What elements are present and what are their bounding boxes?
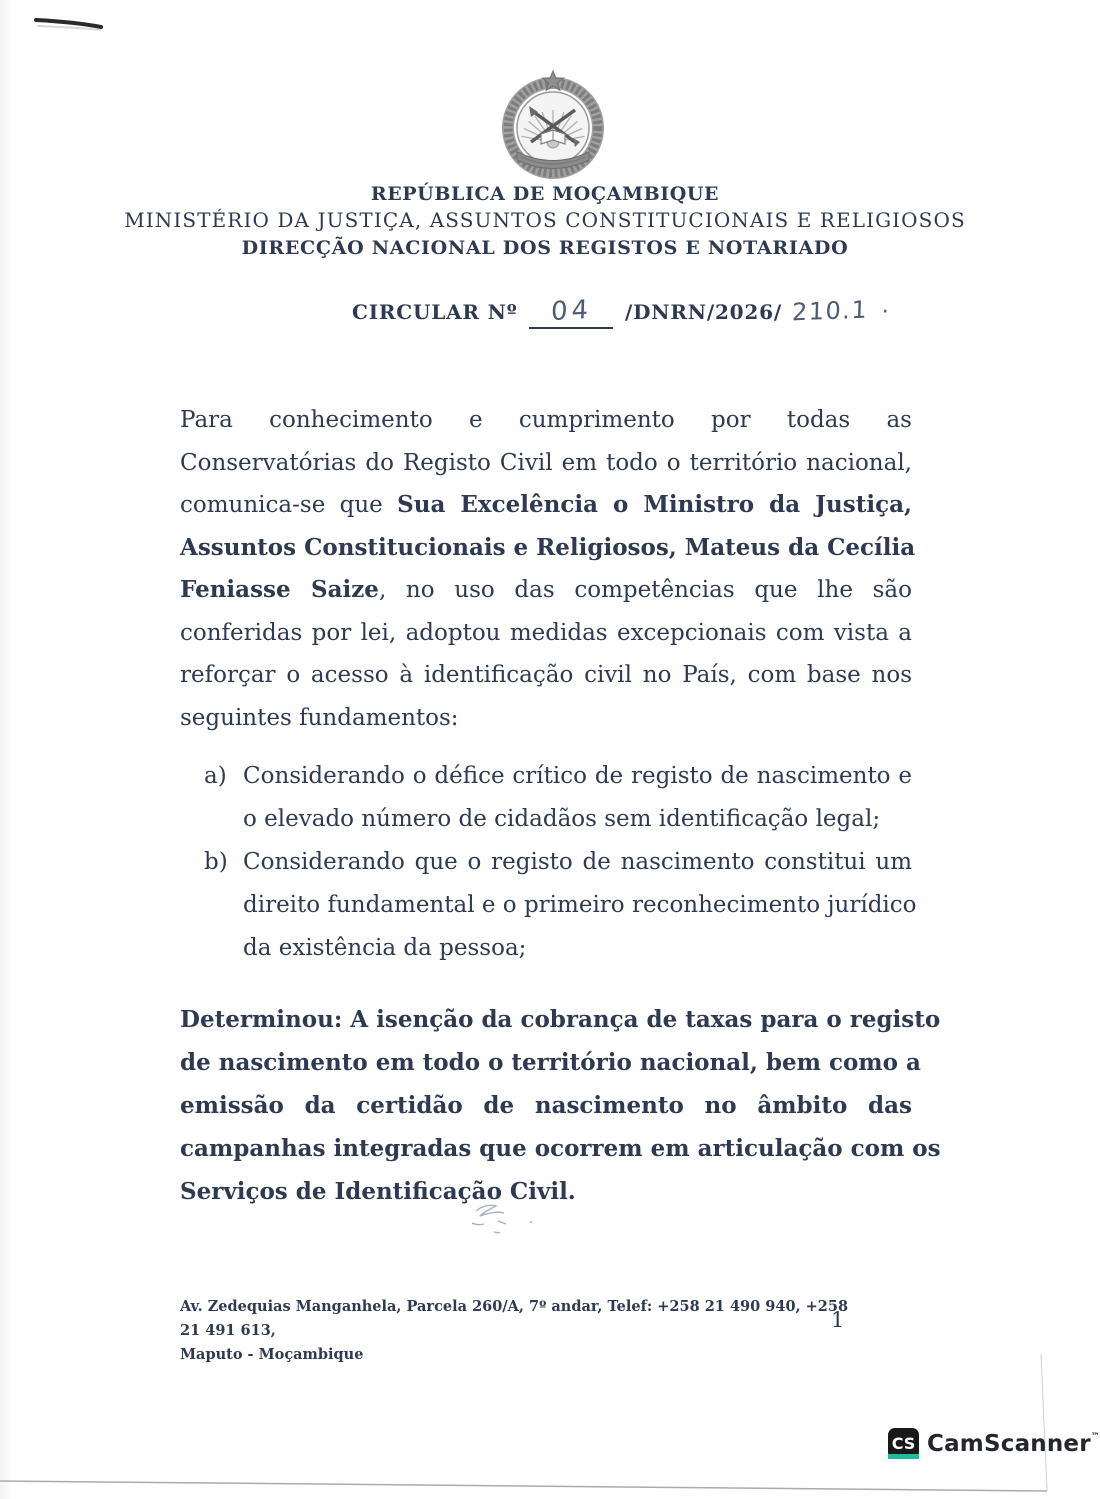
text-line: Feniasse Saize, no uso das competências que lhe são: [180, 576, 912, 603]
considerations-list: [204, 755, 917, 970]
text-line: comunica-se que Sua Excelência o Ministro da Justiça,: [180, 491, 912, 518]
list-item: [204, 755, 912, 841]
text-line: Conservatórias do Registo Civil em todo o território nacional,: [180, 449, 912, 476]
text-line: seguintes fundamentos:: [180, 704, 459, 731]
determination-paragraph: [180, 998, 941, 1213]
list-marker: a): [204, 763, 227, 789]
text-line: Considerando que o registo de nascimento constitui um: [243, 849, 912, 875]
text-line: emissão da certidão de nascimento no âmbito das: [180, 1092, 912, 1119]
handwritten-circular-number: 04: [550, 294, 593, 328]
circular-reference: /DNRN/2026/: [625, 300, 782, 324]
handwritten-classification: 210.1: [791, 295, 869, 327]
list-item: [204, 841, 917, 970]
footer-address-line2: Maputo - Moçambique: [180, 1346, 364, 1363]
text-line: Determinou: A isenção da cobrança de taxas para o registo: [180, 1006, 941, 1033]
text-line: reforçar o acesso à identificação civil no País, com base nos: [180, 662, 912, 688]
trademark-symbol: ™: [1090, 1431, 1100, 1442]
text-line: Serviços de Identificação Civil.: [180, 1178, 576, 1205]
circular-number-slot: [529, 296, 613, 329]
text-line: conferidas por lei, adoptou medidas excepcionais com vista a: [180, 619, 912, 646]
text-line: de nascimento em todo o território nacional, bem como a: [180, 1049, 921, 1076]
camscanner-badge-icon: CS: [888, 1428, 919, 1459]
header-country: REPÚBLICA DE MOÇAMBIQUE: [370, 183, 720, 205]
camscanner-name: CamScanner™: [927, 1430, 1100, 1457]
text-line: o elevado número de cidadãos sem identificação legal;: [243, 806, 881, 832]
list-marker: b): [204, 849, 228, 875]
handwritten-dot: ·: [881, 300, 890, 325]
footer-address: [180, 1295, 856, 1367]
text-line: Considerando o défice crítico de registo de nascimento e: [243, 763, 912, 789]
text-line: Assuntos Constitucionais e Religiosos, Mateus da Cecília: [180, 533, 916, 561]
list-item-text: [243, 755, 912, 841]
mozambique-coat-of-arms: [487, 67, 619, 183]
camscanner-watermark: [888, 1428, 1100, 1459]
text-line: direito fundamental e o primeiro reconhecimento jurídico: [243, 892, 917, 918]
footer-address-line1: Av. Zedequias Manganhela, Parcela 260/A, 7º andar, Telef: +258 21 490 940, +258 21 491 613,: [180, 1298, 849, 1339]
page-number: 1: [831, 1308, 845, 1332]
text-line: campanhas integradas que ocorrem em articulação com os: [180, 1135, 941, 1162]
text-line: Para conhecimento e cumprimento por todas as: [180, 407, 912, 433]
opening-paragraph: [180, 399, 916, 739]
header-ministry: MINISTÉRIO DA JUSTIÇA, ASSUNTOS CONSTITUCIONAIS E RELIGIOSOS: [124, 208, 966, 232]
circular-label: CIRCULAR Nº: [352, 300, 518, 324]
text-line: da existência da pessoa;: [243, 935, 527, 961]
header-directorate: DIRECÇÃO NACIONAL DOS REGISTOS E NOTARIADO: [241, 237, 849, 259]
list-item-text: [243, 841, 917, 970]
circular-number-line: [352, 296, 889, 329]
